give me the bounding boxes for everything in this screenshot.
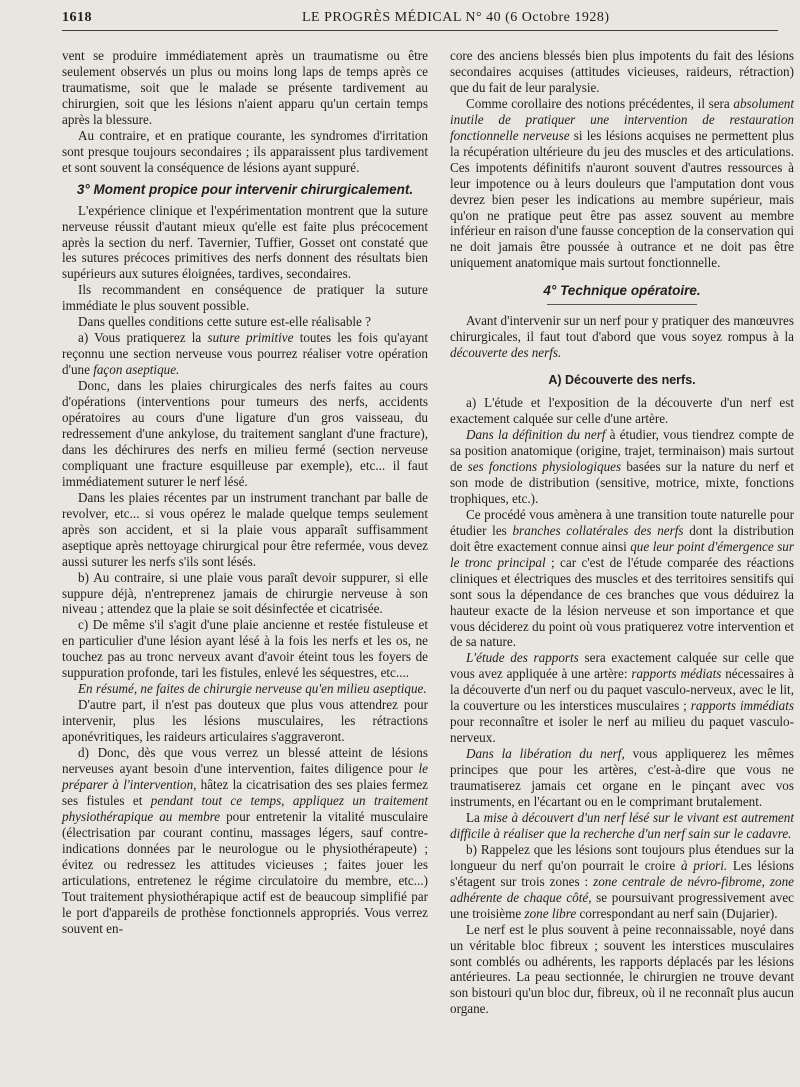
paragraph: Dans la libération du nerf, vous appliquerez les mêmes principes que pour les artères, c'est-à-dire que vous ne traumatiserez jamais cet organe en le pinçant avec vos instruments, en l'écartant ou en le comprimant brutalement. <box>450 746 795 809</box>
page-number: 1618 <box>62 10 92 25</box>
left-column <box>62 48 428 936</box>
paragraph: D'autre part, il n'est pas douteux que plus vous attendrez pour intervenir, plus les lésions musculaires, les rétractions aponévritiques, les raideurs articulaires s'aggraveront. <box>62 697 428 745</box>
paragraph: Dans les plaies récentes par un instrument tranchant par balle de revolver, etc... si vous opérez le malade quelque temps seulement après son accident, et si la plaie vous apparaît suffisamment aseptique après nettoyage chirurgical pour être refermée, vous devez aussi suturer les nerfs s'ils sont lésés. <box>62 489 428 569</box>
paragraph: Dans la définition du nerf à étudier, vous tiendrez compte de sa position anatomique (origine, trajet, terminaison) mais surtout de ses fonctions physiologiques basées sur la nature du nerf et son mode de distribution (sensitive, motrice, mixte, fonctions trophiques, etc.). <box>450 427 794 506</box>
paragraph: Comme corollaire des notions précédentes, il sera absolument inutile de pratiquer une intervention de restauration fonctionnelle nerveuse si les lésions acquises ne permettent plus la récupération ultérieure du jeu des muscles et des articulations. Ces impotents définitifs n'auront souvent d'autres ressources à leur impotence ou à leurs douleurs que l'amputation dont vous devrez bien peser les indications au membre supérieur, mais qu'on ne pratique peut être pas assez souvent au membre inférieur en raison d'une fausse conception de la conservation qui ne doit jamais être poussée à outrance et ne doit pas être uniquement anatomique mais surtout fonctionnelle. <box>450 95 794 271</box>
paragraph: b) Au contraire, si une plaie vous paraît devoir suppurer, si elle suppure déjà, n'entreprenez jamais de chirurgie nerveuse à son niveau ; attendez que la plaie se soit désinfectée et cicatrisée. <box>62 569 428 617</box>
paragraph: Ils recommandent en conséquence de pratiquer la suture immédiate le plus souvent possible. <box>62 282 428 314</box>
paragraph: a) L'étude et l'exposition de la découverte d'un nerf est exactement calquée sur celle d'une artère. <box>450 395 794 427</box>
section-heading: 4° Technique opératoire. <box>543 283 701 299</box>
paragraph: Dans quelles conditions cette suture est-elle réalisable ? <box>78 314 372 330</box>
paragraph: En résumé, ne faites de chirurgie nerveuse qu'en milieu aseptique. <box>78 681 427 697</box>
paragraph: Au contraire, et en pratique courante, les syndromes d'irritation sont presque toujours secondaires ; ils apparaissent plus tardivement et sont souvent la conséquence de lésions ayant suppuré. <box>62 127 428 175</box>
paragraph: La mise à découvert d'un nerf lésé sur le vivant est autrement difficile à réaliser que la recherche d'un nerf sain sur le cadavre. <box>450 809 794 841</box>
paragraph: Avant d'intervenir sur un nerf pour y pratiquer des manœuvres chirurgicales, il faut tout d'abord que vous soyez rompus à la découverte des nerfs. <box>450 313 794 361</box>
divider <box>547 304 697 305</box>
paragraph: L'étude des rapports sera exactement calquée sur celle que vous avez appliquée à une artère: rapports médiats nécessaires à la découverte d'un nerf ou du paquet vasculo-nerveux, avec le lit, la couverture ou les interstices musculaires ; rapports immédiats pour reconnaître et isoler le nerf au milieu du paquet vasculo-nerveux. <box>450 650 795 746</box>
subsection-heading: A) Découverte des nerfs. <box>548 373 696 388</box>
journal-title: LE PROGRÈS MÉDICAL N° 40 (6 Octobre 1928) <box>302 10 610 25</box>
paragraph: Le nerf est le plus souvent à peine reconnaissable, noyé dans un véritable bloc fibreux ; souvent les interstices musculaires sont comblés ou adhérents, les rapports déplacés par les lésions antérieures. La peau sectionnée, le chirurgien ne trouve devant son bistouri qu'un bloc dur, fibreux, où il ne reconnaît plus aucun organe. <box>450 921 794 1017</box>
section-heading: 3° Moment propice pour intervenir chirurgicalement. <box>76 181 414 197</box>
running-header <box>62 8 778 31</box>
paragraph: core des anciens blessés bien plus impotents du fait des lésions secondaires acquises (attitudes vicieuses, raideurs, rétraction) que du fait de leur paralysie. <box>450 48 794 95</box>
paragraph: L'expérience clinique et l'expérimentation montrent que la suture nerveuse réussit d'autant mieux qu'elle est faite plus précocement après la section du nerf. Tavernier, Tuffier, Gosset ont constaté que les sutures précoces primitives des nerfs donnent des résultats bien supérieurs aux sutures éloignées, tardives, secondaires. <box>62 202 428 282</box>
paragraph: c) De même s'il s'agit d'une plaie ancienne et restée fistuleuse et en particulier d'une lésion ayant lésé à la fois les nerfs et les os, ne touchez pas au tronc nerveux avant d'avoir éteint tous les foyers de suppuration profonde, tari les fistules, enlevé les séquestres, etc.... <box>62 617 428 681</box>
paragraph: d) Donc, dès que vous verrez un blessé atteint de lésions nerveuses ayant besoin d'une intervention, faites diligence pour le préparer à l'intervention, hâtez la cicatrisation des ses plaies fermez ses fistules et pendant tout ce temps, appliquez un traitement physiothérapique au membre pour entretenir la vitalité musculaire (électrisation par courant continu, massages légers, sauf contre-indications données par le neurologue ou le physiothérapeute) ; évitez ou redressez les attitudes vicieuses ; faites jouer les articulations, entretenez le régime circulatoire du membre, etc...) Tout traitement physiothérapique actif est de beaucoup simplifié par le port d'appareils de prothèse fonctionnels appropriés. Vous verrez souvent en- <box>62 745 428 936</box>
paragraph: Donc, dans les plaies chirurgicales des nerfs faites au cours d'opérations (interventions pour tumeurs des nerfs, accidents opératoires au cours d'une ligature d'un gros vaisseau, du redressement d'une ankylose, du traitement sanglant d'une fracture), dans les déchirures des nerfs en milieu fermé (section nerveuse compliquant une fracture esquilleuse par exemple), etc... il faut immédiatement suturer le nerf lésé. <box>62 378 428 489</box>
paragraph: Ce procédé vous amènera à une transition toute naturelle pour étudier les branches collatérales des nerfs dont la distribution doit être exactement connue ainsi que leur point d'émergence sur le tronc principal ; car c'est de l'étude comparée des réactions cliniques et électriques des muscles et des territoires sensitifs qui sont sous la dépendance de ces branches que vous déduirez la hauteur exacte de la lésion nerveuse et son importance et que vous déciderez du point où vous pratiquerez votre intervention et de sa nature. <box>450 506 795 650</box>
paragraph: b) Rappelez que les lésions sont toujours plus étendues sur la longueur du nerf qu'on pourrait le croire à priori. Les lésions s'étagent sur trois zones : zone centrale de névro-fibrome, zone adhérente de chaque côté, se poursuivant progressivement avec une troisième zone libre correspondant au nerf sain (Dujarier). <box>450 841 795 921</box>
paragraph: vent se produire immédiatement après un traumatisme ou être seulement observés un plus ou moins long laps de temps après ce traumatisme, soit que le malade se présente tardivement au chirurgien, soit que les lésions n'aient apparu qu'un certain temps après la blessure. <box>62 48 428 127</box>
right-column <box>450 48 794 1017</box>
paragraph: a) Vous pratiquerez la suture primitive toutes les fois qu'ayant reçonnu une section nerveuse vous pourrez réaliser votre opération d'une façon aseptique. <box>62 330 428 378</box>
